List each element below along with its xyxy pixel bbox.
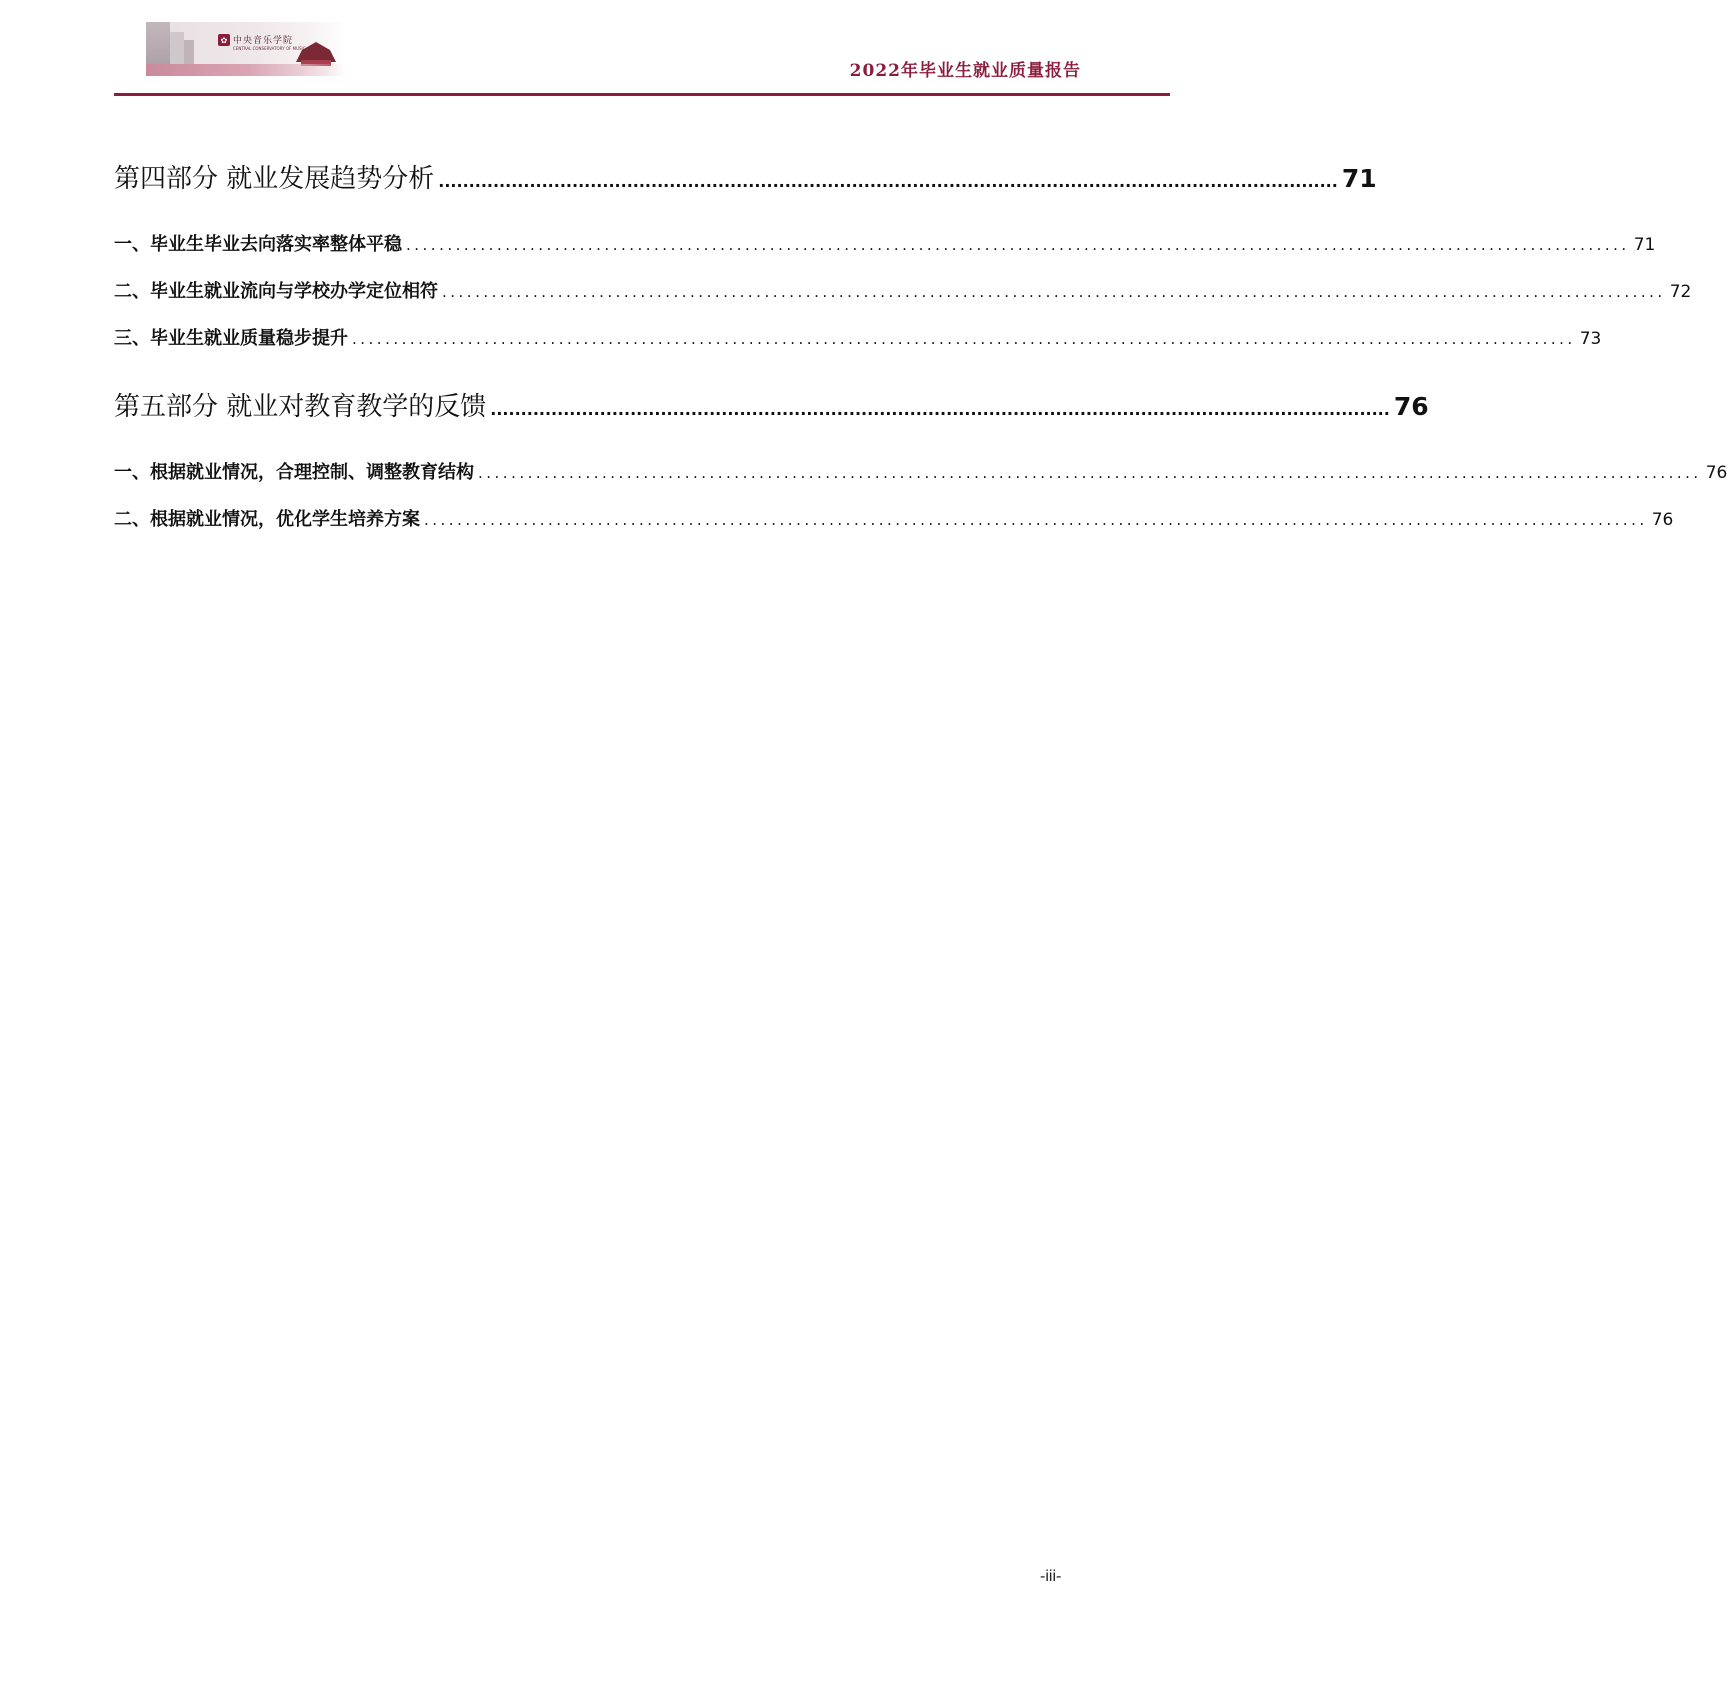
toc-entry-section[interactable] xyxy=(114,505,1674,531)
logo-pink-band xyxy=(146,64,346,76)
toc-dot-leader: .................................................................................................................................................... xyxy=(352,330,1576,348)
toc-dot-leader: .................................................................................................................................................... xyxy=(478,464,1702,482)
toc-dot-leader: .................................................................................................................................................... xyxy=(442,283,1666,301)
page-number: -iii- xyxy=(1040,1568,1062,1585)
logo-school-subtitle: CENTRAL CONSERVATORY OF MUSIC xyxy=(233,46,306,51)
toc-entry-title: 一、毕业生毕业去向落实率整体平稳 xyxy=(114,234,402,255)
toc-entry-page: 71 xyxy=(1633,235,1656,255)
toc-entry-page: 71 xyxy=(1341,164,1377,193)
toc-entry-title: 二、根据就业情况，优化学生培养方案 xyxy=(114,509,420,530)
toc-entry-title: 三、毕业生就业质量稳步提升 xyxy=(114,328,348,349)
toc-entry-section[interactable] xyxy=(114,277,1692,303)
toc-entry-page: 72 xyxy=(1669,282,1692,302)
page-header xyxy=(0,0,1190,100)
toc-entry-page: 76 xyxy=(1705,463,1727,483)
toc-entry-title: 第五部分 就业对教育教学的反馈 xyxy=(114,392,487,422)
toc-entry-page: 76 xyxy=(1393,392,1429,421)
school-emblem-icon: ✿ xyxy=(218,34,230,46)
header-divider xyxy=(114,93,1170,96)
toc-entry-section[interactable] xyxy=(114,230,1656,256)
report-title: 2022年毕业生就业质量报告 xyxy=(849,61,1081,81)
school-logo-banner xyxy=(146,22,346,76)
toc-entry-page: 76 xyxy=(1651,510,1674,530)
toc-entry-part-4[interactable] xyxy=(114,158,1377,195)
toc-entry-part-5[interactable] xyxy=(114,386,1429,423)
pavilion-roof-graphic xyxy=(296,42,336,62)
toc-entry-title: 一、根据就业情况，合理控制、调整教育结构 xyxy=(114,462,474,483)
toc-entry-title: 二、毕业生就业流向与学校办学定位相符 xyxy=(114,281,438,302)
toc-entry-page: 73 xyxy=(1579,329,1602,349)
toc-entry-title: 第四部分 就业发展趋势分析 xyxy=(114,164,435,194)
toc-entry-section[interactable] xyxy=(114,324,1602,350)
logo-school-name: 中央音乐学院 xyxy=(233,36,294,46)
toc-entry-section[interactable] xyxy=(114,458,1727,484)
toc-dot-leader: .................................................................................................................................................... xyxy=(424,511,1648,529)
toc-dot-leader: .................................................................................................................................................... xyxy=(438,172,1338,191)
toc-dot-leader: .................................................................................................................................................... xyxy=(406,236,1630,254)
toc-dot-leader: .................................................................................................................................................... xyxy=(490,400,1390,419)
